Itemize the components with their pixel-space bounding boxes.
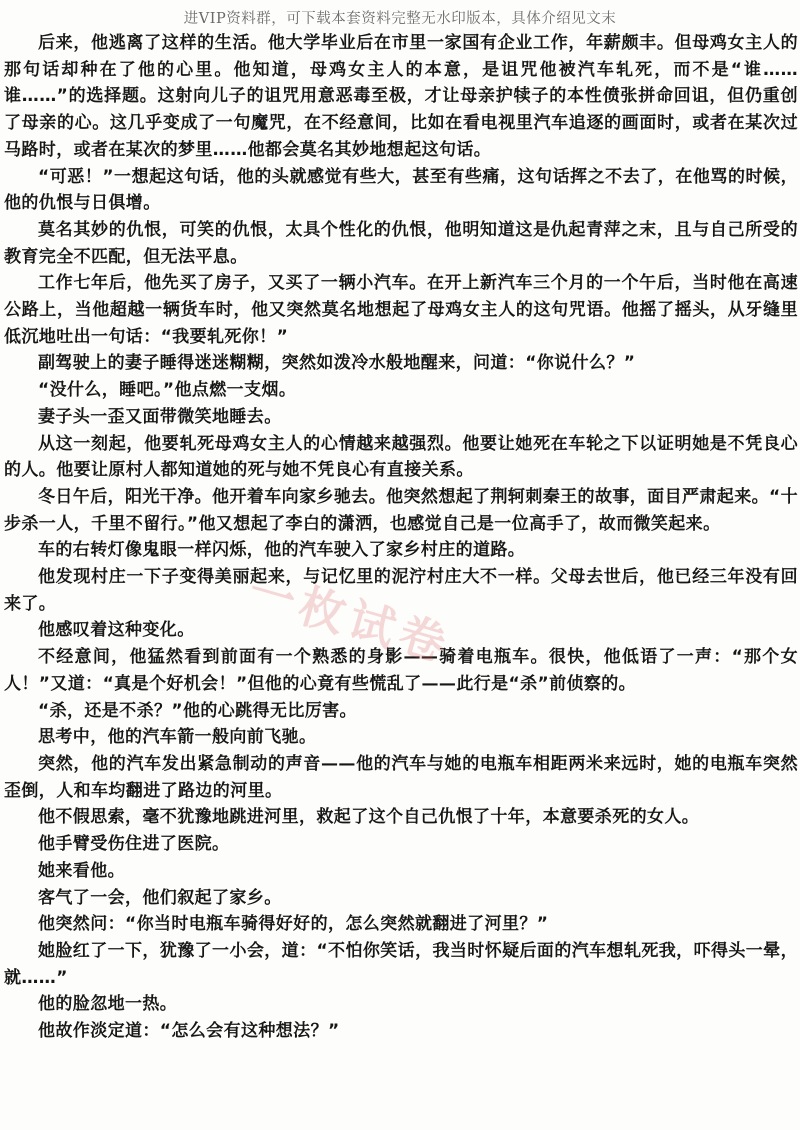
paragraph: 思考中，他的汽车箭一般向前飞驰。 xyxy=(38,727,317,748)
paragraph: “杀，还是不杀？”他的心跳得无比厉害。 xyxy=(38,700,357,721)
paragraph: 冬日午后，阳光干净。他开着车向家乡驰去。他突然想起了荆轲刺秦王的故事，面目严肃起来。“十步杀一人，千里不留行。”他又想起了李白的潇洒，也感觉自己是一位高手了，故而微笑起来。 xyxy=(4,486,798,534)
paragraph: 他感叹着这种变化。 xyxy=(38,620,195,641)
watermark-stamp: 一枚试卷 xyxy=(242,563,458,673)
paragraph: 他不假思索，毫不犹豫地跳进河里，救起了这个自己仇恨了十年，本意要杀死的女人。 xyxy=(38,807,700,828)
paragraph: 他突然问：“你当时电瓶车骑得好好的，怎么突然就翻进了河里？” xyxy=(38,914,549,935)
vip-notice-header: 进VIP资料群，可下载本套资料完整无水印版本，具体介绍见文末 xyxy=(183,11,617,27)
paragraph: “没什么，睡吧。”他点燃一支烟。 xyxy=(38,380,297,401)
paragraph: 妻子头一歪又面带微笑地睡去。 xyxy=(38,406,282,427)
paragraph: 他故作淡定道：“怎么会有这种想法？” xyxy=(38,1021,340,1042)
paragraph: 她脸红了一下，犹豫了一小会，道：“不怕你笑话，我当时怀疑后面的汽车想轧死我，吓得头一晕，就……” xyxy=(4,940,798,988)
paragraph: 后来，他逃离了这样的生活。他大学毕业后在市里一家国有企业工作，年薪颇丰。但母鸡女主人的那句话却种在了他的心里。他知道，母鸡女主人的本意，是诅咒他被汽车轧死，而不是“谁……谁……”的选择题。这射向儿子的诅咒用意恶毒至极，才让母亲护犊子的本性偾张拼命回诅，但仍重创了母亲的心。这几乎变成了一句魔咒，在不经意间，比如在看电视里汽车追逐的画面时，或者在某次过马路时，或者在某次的梦里……他都会莫名其妙地想起这句话。 xyxy=(4,33,798,160)
paragraph: 不经意间，他猛然看到前面有一个熟悉的身影——骑着电瓶车。很快，他低语了一声：“那个女人！”又道：“真是个好机会！”但他的心竟有些慌乱了——此行是“杀”前侦察的。 xyxy=(4,647,798,694)
paragraph: 他手臂受伤住进了医院。 xyxy=(38,834,230,855)
paragraph: 工作七年后，他先买了房子，又买了一辆小汽车。在开上新汽车三个月的一个午后，当时他在高速公路上，当他超越一辆货车时，他又突然莫名地想起了母鸡女主人的这句咒语。他摇了摇头，从牙缝里低沉地吐出一句话：“我要轧死你！” xyxy=(4,273,798,347)
paragraph: 他发现村庄一下子变得美丽起来，与记忆里的泥泞村庄大不一样。父母去世后，他已经三年没有回来了。 xyxy=(4,567,798,614)
paragraph: 莫名其妙的仇恨，可笑的仇恨，太具个性化的仇恨，他明知道这是仇起青萍之末，且与自己所受的教育完全不匹配，但无法平息。 xyxy=(4,219,798,267)
paragraph: 副驾驶上的妻子睡得迷迷糊糊，突然如泼冷水般地醒来，问道：“你说什么？” xyxy=(38,353,636,374)
paragraph: 车的右转灯像鬼眼一样闪烁，他的汽车驶入了家乡村庄的道路。 xyxy=(38,540,526,561)
paragraph: “可恶！”一想起这句话，他的头就感觉有些大，甚至有些痛，这句话挥之不去了，在他骂的时候，他的仇恨与日俱增。 xyxy=(4,166,798,214)
paragraph: 她来看他。 xyxy=(38,860,125,881)
paragraph: 他的脸忽地一热。 xyxy=(38,994,178,1015)
paragraph: 客气了一会，他们叙起了家乡。 xyxy=(38,887,282,908)
paragraph: 突然，他的汽车发出紧急制动的声音——他的汽车与她的电瓶车相距两米来远时，她的电瓶车突然歪倒，人和车均翻进了路边的河里。 xyxy=(4,753,798,801)
paragraph: 从这一刻起，他要轧死母鸡女主人的心情越来越强烈。他要让她死在车轮之下以证明她是不凭良心的人。他要让原村人都知道她的死与她不凭良心有直接关系。 xyxy=(4,433,798,481)
story-text-body xyxy=(4,30,798,1045)
